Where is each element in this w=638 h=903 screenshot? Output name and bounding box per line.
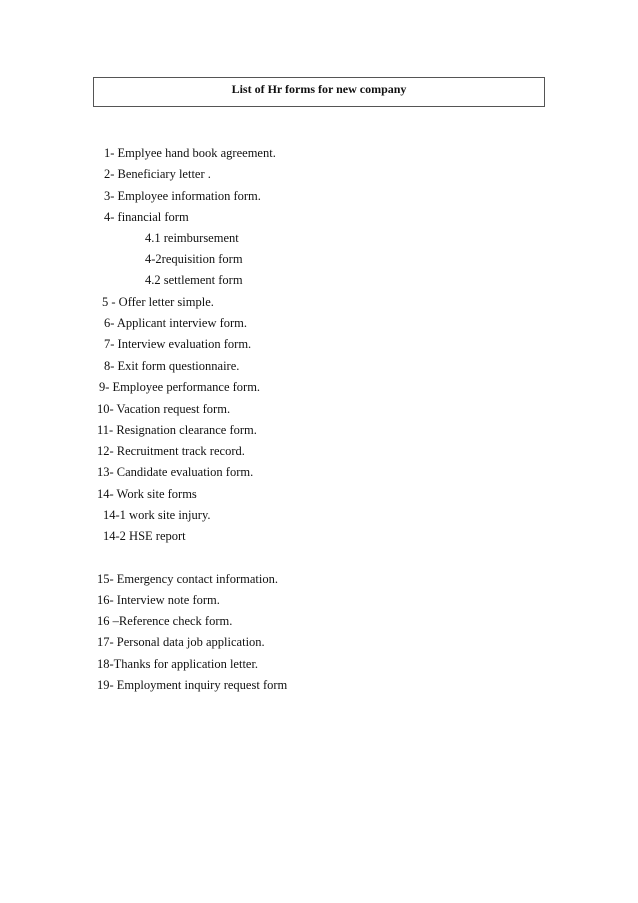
list-item: 6- Applicant interview form.	[104, 316, 248, 330]
list-item: 13- Candidate evaluation form.	[97, 465, 254, 479]
list-item: 5 - Offer letter simple.	[102, 295, 214, 309]
list-item: 14-1 work site injury.	[103, 508, 211, 522]
list-item: 17- Personal data job application.	[97, 635, 265, 649]
list-item: 4.2 settlement form	[145, 273, 243, 287]
title-box	[93, 77, 545, 107]
list-item: 3- Employee information form.	[104, 189, 261, 203]
list-item: 11- Resignation clearance form.	[97, 423, 257, 437]
list-item: 16- Interview note form.	[97, 593, 220, 607]
list-item: 18-Thanks for application letter.	[97, 657, 259, 671]
list-item: 14- Work site forms	[97, 487, 197, 501]
document-title: List of Hr forms for new company	[231, 82, 407, 96]
list-item: 12- Recruitment track record.	[97, 444, 245, 458]
list-item: 15- Emergency contact information.	[97, 572, 278, 586]
list-item: 1- Emplyee hand book agreement.	[104, 146, 276, 160]
list-item: 9- Employee performance form.	[99, 380, 261, 394]
list-item: 7- Interview evaluation form.	[104, 337, 252, 351]
list-item: 14-2 HSE report	[103, 529, 186, 543]
list-item: 19- Employment inquiry request form	[97, 678, 288, 692]
list-item: 10- Vacation request form.	[97, 402, 231, 416]
list-item: 16 –Reference check form.	[97, 614, 233, 628]
list-item: 2- Beneficiary letter .	[104, 167, 211, 181]
list-item: 4-2requisition form	[145, 252, 243, 266]
list-item: 8- Exit form questionnaire.	[104, 359, 240, 373]
list-item: 4- financial form	[104, 210, 189, 224]
list-item: 4.1 reimbursement	[145, 231, 239, 245]
